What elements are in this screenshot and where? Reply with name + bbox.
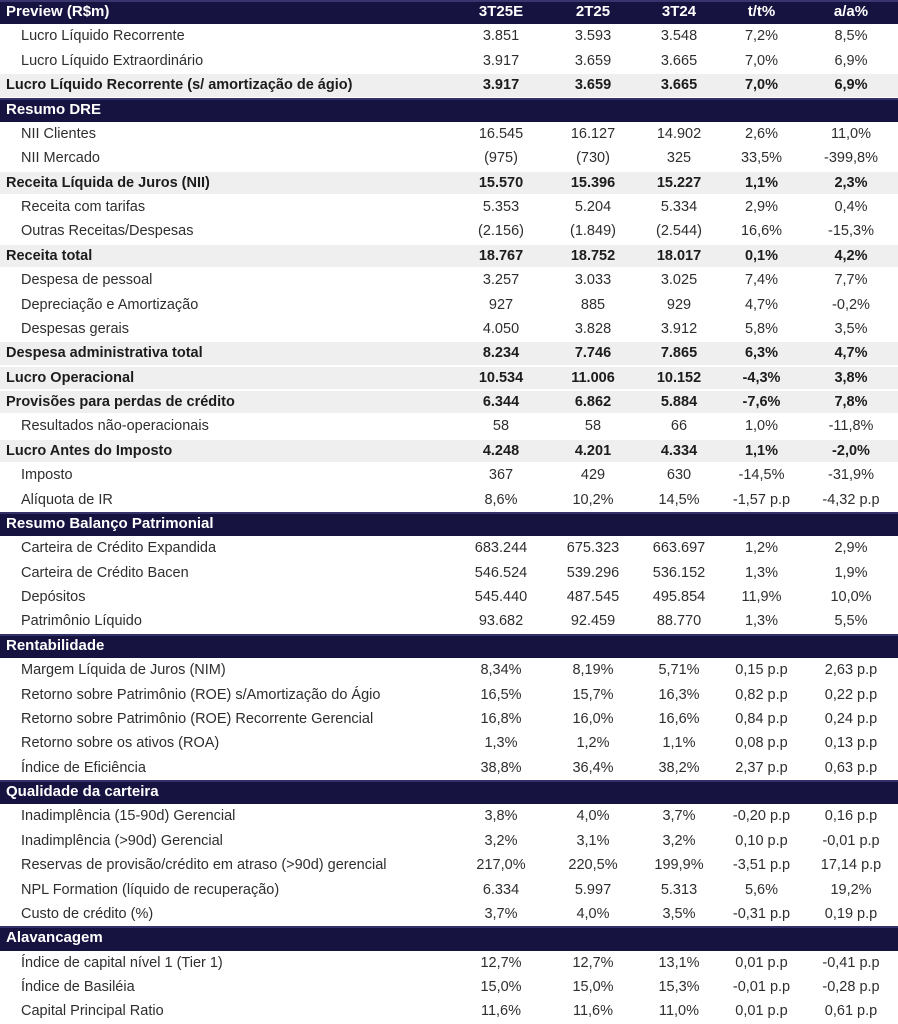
row-label: Depreciação e Amortização <box>0 293 455 317</box>
cell-value: 3.548 <box>639 24 719 48</box>
cell-value: 15.227 <box>639 171 719 195</box>
table-row <box>0 804 898 828</box>
table-row <box>0 463 898 487</box>
column-header-qoq: t/t% <box>719 0 804 24</box>
cell-value: 546.524 <box>455 561 547 585</box>
cell-value: 3,5% <box>639 902 719 926</box>
cell-value: 92.459 <box>547 609 639 633</box>
cell-value: 4,0% <box>547 804 639 828</box>
section-label: Resumo Balanço Patrimonial <box>0 512 898 536</box>
table-row <box>0 951 898 975</box>
cell-value: 7,8% <box>804 390 898 414</box>
table-row <box>0 707 898 731</box>
cell-value: 11,6% <box>455 999 547 1023</box>
cell-value: 1,3% <box>719 561 804 585</box>
table-row <box>0 122 898 146</box>
cell-value: 2,63 p.p <box>804 658 898 682</box>
table-row <box>0 829 898 853</box>
cell-value: 0,15 p.p <box>719 658 804 682</box>
cell-value: 5.353 <box>455 195 547 219</box>
cell-value: 5.884 <box>639 390 719 414</box>
table-row <box>0 683 898 707</box>
cell-value: 3.917 <box>455 73 547 97</box>
row-label: Carteira de Crédito Expandida <box>0 536 455 560</box>
table-row <box>0 853 898 877</box>
table-row <box>0 195 898 219</box>
cell-value: 15.570 <box>455 171 547 195</box>
cell-value: 0,61 p.p <box>804 999 898 1023</box>
cell-value: 487.545 <box>547 585 639 609</box>
cell-value: (2.156) <box>455 219 547 243</box>
cell-value: 66 <box>639 414 719 438</box>
cell-value: 1,2% <box>547 731 639 755</box>
cell-value: 88.770 <box>639 609 719 633</box>
cell-value: 16.545 <box>455 122 547 146</box>
cell-value: -0,41 p.p <box>804 951 898 975</box>
cell-value: 0,82 p.p <box>719 683 804 707</box>
cell-value: 1,2% <box>719 536 804 560</box>
cell-value: 5,8% <box>719 317 804 341</box>
row-label: Patrimônio Líquido <box>0 609 455 633</box>
table-title: Preview (R$m) <box>0 0 455 24</box>
table-body <box>0 24 898 1023</box>
cell-value: 5,6% <box>719 878 804 902</box>
cell-value: 0,16 p.p <box>804 804 898 828</box>
cell-value: 3.851 <box>455 24 547 48</box>
cell-value: 8.234 <box>455 341 547 365</box>
cell-value: 16,6% <box>719 219 804 243</box>
table-row <box>0 609 898 633</box>
cell-value: 0,84 p.p <box>719 707 804 731</box>
cell-value: 4.334 <box>639 439 719 463</box>
section-label: Rentabilidade <box>0 634 898 658</box>
row-label: Provisões para perdas de crédito <box>0 390 455 414</box>
cell-value: 7,7% <box>804 268 898 292</box>
cell-value: -0,2% <box>804 293 898 317</box>
table-row <box>0 293 898 317</box>
cell-value: 1,3% <box>719 609 804 633</box>
cell-value: 16,8% <box>455 707 547 731</box>
cell-value: 3,1% <box>547 829 639 853</box>
section-label: Qualidade da carteira <box>0 780 898 804</box>
cell-value: -15,3% <box>804 219 898 243</box>
cell-value: -3,51 p.p <box>719 853 804 877</box>
cell-value: 11,9% <box>719 585 804 609</box>
cell-value: 8,5% <box>804 24 898 48</box>
table-row <box>0 658 898 682</box>
cell-value: 3,8% <box>804 366 898 390</box>
row-label: Depósitos <box>0 585 455 609</box>
row-label: Despesa de pessoal <box>0 268 455 292</box>
cell-value: -399,8% <box>804 146 898 170</box>
table-row <box>0 731 898 755</box>
cell-value: 3.828 <box>547 317 639 341</box>
cell-value: 3,7% <box>455 902 547 926</box>
cell-value: 58 <box>455 414 547 438</box>
row-label: Inadimplência (>90d) Gerencial <box>0 829 455 853</box>
cell-value: 4,2% <box>804 244 898 268</box>
cell-value: 0,01 p.p <box>719 951 804 975</box>
cell-value: 3.665 <box>639 73 719 97</box>
cell-value: 630 <box>639 463 719 487</box>
cell-value: 93.682 <box>455 609 547 633</box>
cell-value: 536.152 <box>639 561 719 585</box>
cell-value: 16,5% <box>455 683 547 707</box>
cell-value: 10.152 <box>639 366 719 390</box>
cell-value: 0,10 p.p <box>719 829 804 853</box>
cell-value: 3,8% <box>455 804 547 828</box>
table-row <box>0 24 898 48</box>
cell-value: 4,0% <box>547 902 639 926</box>
cell-value: 38,8% <box>455 756 547 780</box>
cell-value: 12,7% <box>547 951 639 975</box>
cell-value: 11,0% <box>804 122 898 146</box>
cell-value: 5,71% <box>639 658 719 682</box>
section-header-row <box>0 634 898 658</box>
cell-value: 58 <box>547 414 639 438</box>
cell-value: 6,9% <box>804 49 898 73</box>
cell-value: 7,0% <box>719 73 804 97</box>
row-label: Índice de capital nível 1 (Tier 1) <box>0 951 455 975</box>
cell-value: (730) <box>547 146 639 170</box>
section-header-row <box>0 512 898 536</box>
cell-value: -0,31 p.p <box>719 902 804 926</box>
cell-value: 2,6% <box>719 122 804 146</box>
row-label: Retorno sobre Patrimônio (ROE) Recorrente Gerencial <box>0 707 455 731</box>
cell-value: 2,9% <box>804 536 898 560</box>
cell-value: -4,3% <box>719 366 804 390</box>
row-label: Outras Receitas/Despesas <box>0 219 455 243</box>
cell-value: 1,1% <box>719 171 804 195</box>
cell-value: 220,5% <box>547 853 639 877</box>
row-label: NII Mercado <box>0 146 455 170</box>
cell-value: 16,6% <box>639 707 719 731</box>
row-label: Lucro Antes do Imposto <box>0 439 455 463</box>
row-label: Retorno sobre Patrimônio (ROE) s/Amortização do Ágio <box>0 683 455 707</box>
row-label: Lucro Líquido Extraordinário <box>0 49 455 73</box>
cell-value: 3.593 <box>547 24 639 48</box>
cell-value: 0,22 p.p <box>804 683 898 707</box>
cell-value: -0,01 p.p <box>719 975 804 999</box>
row-label: Retorno sobre os ativos (ROA) <box>0 731 455 755</box>
cell-value: 10,2% <box>547 488 639 512</box>
cell-value: 0,63 p.p <box>804 756 898 780</box>
cell-value: 1,3% <box>455 731 547 755</box>
cell-value: 1,1% <box>719 439 804 463</box>
table-row <box>0 756 898 780</box>
cell-value: -7,6% <box>719 390 804 414</box>
cell-value: 3,2% <box>639 829 719 853</box>
column-header-3t24: 3T24 <box>639 0 719 24</box>
cell-value: 2,3% <box>804 171 898 195</box>
row-label: Custo de crédito (%) <box>0 902 455 926</box>
table-row <box>0 488 898 512</box>
cell-value: 4,7% <box>804 341 898 365</box>
section-label: Alavancagem <box>0 926 898 950</box>
cell-value: 3.659 <box>547 49 639 73</box>
cell-value: 1,1% <box>639 731 719 755</box>
column-header-2t25: 2T25 <box>547 0 639 24</box>
cell-value: 7,0% <box>719 49 804 73</box>
cell-value: 15.396 <box>547 171 639 195</box>
row-label: Receita total <box>0 244 455 268</box>
cell-value: 38,2% <box>639 756 719 780</box>
row-label: Reservas de provisão/crédito em atraso (>90d) gerencial <box>0 853 455 877</box>
cell-value: -2,0% <box>804 439 898 463</box>
table-row <box>0 999 898 1023</box>
table-row <box>0 536 898 560</box>
cell-value: 3.257 <box>455 268 547 292</box>
cell-value: 33,5% <box>719 146 804 170</box>
table-row <box>0 146 898 170</box>
section-header-row <box>0 780 898 804</box>
cell-value: 5,5% <box>804 609 898 633</box>
row-label: Alíquota de IR <box>0 488 455 512</box>
cell-value: 18.767 <box>455 244 547 268</box>
section-label: Resumo DRE <box>0 98 898 122</box>
cell-value: 0,08 p.p <box>719 731 804 755</box>
cell-value: -31,9% <box>804 463 898 487</box>
table-row <box>0 366 898 390</box>
cell-value: 14,5% <box>639 488 719 512</box>
table-row <box>0 439 898 463</box>
table-row <box>0 268 898 292</box>
cell-value: -0,01 p.p <box>804 829 898 853</box>
cell-value: 16,0% <box>547 707 639 731</box>
cell-value: 495.854 <box>639 585 719 609</box>
cell-value: 18.017 <box>639 244 719 268</box>
cell-value: 14.902 <box>639 122 719 146</box>
table-row <box>0 878 898 902</box>
cell-value: 8,19% <box>547 658 639 682</box>
cell-value: 15,0% <box>547 975 639 999</box>
cell-value: 6,9% <box>804 73 898 97</box>
cell-value: 36,4% <box>547 756 639 780</box>
cell-value: 325 <box>639 146 719 170</box>
header-row <box>0 0 898 24</box>
cell-value: 3.659 <box>547 73 639 97</box>
row-label: Índice de Basiléia <box>0 975 455 999</box>
cell-value: 5.997 <box>547 878 639 902</box>
cell-value: 217,0% <box>455 853 547 877</box>
row-label: Lucro Operacional <box>0 366 455 390</box>
cell-value: 7.746 <box>547 341 639 365</box>
cell-value: 7,2% <box>719 24 804 48</box>
cell-value: -4,32 p.p <box>804 488 898 512</box>
row-label: NII Clientes <box>0 122 455 146</box>
table-row <box>0 975 898 999</box>
row-label: Lucro Líquido Recorrente <box>0 24 455 48</box>
cell-value: 1,0% <box>719 414 804 438</box>
cell-value: 429 <box>547 463 639 487</box>
cell-value: -11,8% <box>804 414 898 438</box>
cell-value: 8,34% <box>455 658 547 682</box>
row-label: Receita Líquida de Juros (NII) <box>0 171 455 195</box>
cell-value: 6.862 <box>547 390 639 414</box>
cell-value: 3.917 <box>455 49 547 73</box>
cell-value: -14,5% <box>719 463 804 487</box>
cell-value: 11,6% <box>547 999 639 1023</box>
cell-value: 3,5% <box>804 317 898 341</box>
cell-value: 4.201 <box>547 439 639 463</box>
cell-value: 885 <box>547 293 639 317</box>
row-label: NPL Formation (líquido de recuperação) <box>0 878 455 902</box>
cell-value: -0,28 p.p <box>804 975 898 999</box>
cell-value: 929 <box>639 293 719 317</box>
table-row <box>0 561 898 585</box>
cell-value: 4.050 <box>455 317 547 341</box>
table-row <box>0 244 898 268</box>
cell-value: 3,2% <box>455 829 547 853</box>
cell-value: 16.127 <box>547 122 639 146</box>
cell-value: -0,20 p.p <box>719 804 804 828</box>
table-row <box>0 390 898 414</box>
column-header-yoy: a/a% <box>804 0 898 24</box>
cell-value: 3,7% <box>639 804 719 828</box>
table-row <box>0 414 898 438</box>
table-row <box>0 317 898 341</box>
row-label: Carteira de Crédito Bacen <box>0 561 455 585</box>
section-header-row <box>0 926 898 950</box>
row-label: Lucro Líquido Recorrente (s/ amortização de ágio) <box>0 73 455 97</box>
cell-value: 15,7% <box>547 683 639 707</box>
cell-value: 10.534 <box>455 366 547 390</box>
row-label: Imposto <box>0 463 455 487</box>
row-label: Margem Líquida de Juros (NIM) <box>0 658 455 682</box>
row-label: Inadimplência (15-90d) Gerencial <box>0 804 455 828</box>
cell-value: 199,9% <box>639 853 719 877</box>
table-row <box>0 902 898 926</box>
cell-value: 6.344 <box>455 390 547 414</box>
cell-value: 2,9% <box>719 195 804 219</box>
cell-value: (2.544) <box>639 219 719 243</box>
row-label: Resultados não-operacionais <box>0 414 455 438</box>
cell-value: 13,1% <box>639 951 719 975</box>
cell-value: 539.296 <box>547 561 639 585</box>
cell-value: 683.244 <box>455 536 547 560</box>
cell-value: 3.665 <box>639 49 719 73</box>
cell-value: (1.849) <box>547 219 639 243</box>
cell-value: 4.248 <box>455 439 547 463</box>
cell-value: 0,4% <box>804 195 898 219</box>
cell-value: 12,7% <box>455 951 547 975</box>
cell-value: 5.334 <box>639 195 719 219</box>
table-row <box>0 341 898 365</box>
cell-value: 0,13 p.p <box>804 731 898 755</box>
cell-value: 0,24 p.p <box>804 707 898 731</box>
row-label: Despesa administrativa total <box>0 341 455 365</box>
row-label: Receita com tarifas <box>0 195 455 219</box>
cell-value: 545.440 <box>455 585 547 609</box>
table-row <box>0 49 898 73</box>
cell-value: 15,3% <box>639 975 719 999</box>
cell-value: 10,0% <box>804 585 898 609</box>
table-row <box>0 585 898 609</box>
cell-value: 16,3% <box>639 683 719 707</box>
table-row <box>0 171 898 195</box>
table-row <box>0 219 898 243</box>
cell-value: 927 <box>455 293 547 317</box>
cell-value: 18.752 <box>547 244 639 268</box>
cell-value: 1,9% <box>804 561 898 585</box>
cell-value: 3.912 <box>639 317 719 341</box>
cell-value: 3.025 <box>639 268 719 292</box>
cell-value: 4,7% <box>719 293 804 317</box>
table-row <box>0 73 898 97</box>
cell-value: 17,14 p.p <box>804 853 898 877</box>
cell-value: 675.323 <box>547 536 639 560</box>
cell-value: 15,0% <box>455 975 547 999</box>
cell-value: 19,2% <box>804 878 898 902</box>
cell-value: -1,57 p.p <box>719 488 804 512</box>
cell-value: 8,6% <box>455 488 547 512</box>
row-label: Índice de Eficiência <box>0 756 455 780</box>
row-label: Capital Principal Ratio <box>0 999 455 1023</box>
section-header-row <box>0 98 898 122</box>
cell-value: 11.006 <box>547 366 639 390</box>
cell-value: 367 <box>455 463 547 487</box>
cell-value: 7,4% <box>719 268 804 292</box>
cell-value: 7.865 <box>639 341 719 365</box>
cell-value: 6.334 <box>455 878 547 902</box>
row-label: Despesas gerais <box>0 317 455 341</box>
cell-value: 2,37 p.p <box>719 756 804 780</box>
column-header-3t25e: 3T25E <box>455 0 547 24</box>
cell-value: 3.033 <box>547 268 639 292</box>
cell-value: 0,01 p.p <box>719 999 804 1023</box>
cell-value: (975) <box>455 146 547 170</box>
cell-value: 11,0% <box>639 999 719 1023</box>
cell-value: 6,3% <box>719 341 804 365</box>
cell-value: 5.313 <box>639 878 719 902</box>
cell-value: 0,1% <box>719 244 804 268</box>
cell-value: 663.697 <box>639 536 719 560</box>
cell-value: 5.204 <box>547 195 639 219</box>
cell-value: 0,19 p.p <box>804 902 898 926</box>
